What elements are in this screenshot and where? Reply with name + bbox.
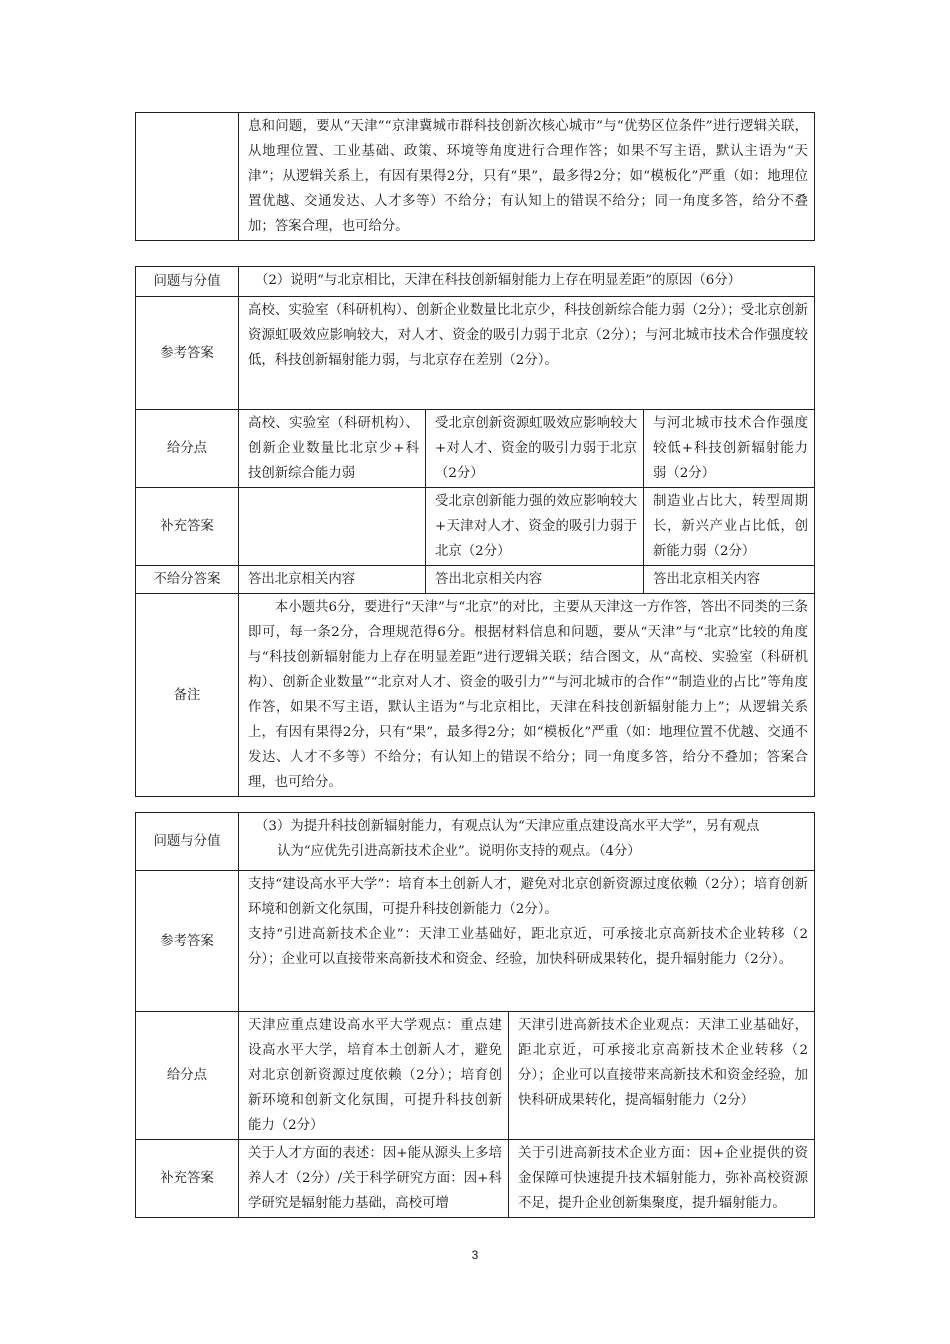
no-score-2: 答出北京相关内容 <box>426 566 644 594</box>
note-text: 本小题共6分，要进行“天津”与“北京”的对比，主要从天津这一方作答，答出不同类的三条即可，每一条2分，合理规范得6分。根据材料信息和问题，要从“天津”与“北京”比较的角度与“科技创新辐射能力上存在明显差距”进行逻辑关联；结合图文，从“高校、实验室（科研机构）、创新企业数量”“北京对人才、资金的吸引力”“与河北城市的合作”“制造业的占比”等角度作答，如果不写主语，默认主语为“与北京相比，天津在科技创新辐射能力上”；从逻辑关系上，有因有果得2分，只有“果”，最多得2分；如“模板化”严重（如：地理位置不优越、交通不发达、人才不多等）不给分；有认知上的错误不给分；同一角度多答，给分不叠加；答案合理，也可给分。 <box>239 594 815 797</box>
continued-label-cell <box>136 113 239 241</box>
no-score-1: 答出北京相关内容 <box>239 566 426 594</box>
continued-note-table <box>135 112 815 241</box>
question-text: （2）说明“与北京相比，天津在科技创新辐射能力上存在明显差距”的原因（6分） <box>239 267 815 297</box>
supplement-3: 制造业占比大，转型周期长，新兴产业占比低，创新能力弱（2分） <box>644 488 815 566</box>
note-label: 备注 <box>136 594 239 797</box>
scoring-point-2: 受北京创新资源虹吸效应影响较大+对人才、资金的吸引力弱于北京（2分） <box>426 410 644 488</box>
page-number: 3 <box>471 1248 479 1262</box>
scoring-point-3: 与河北城市技术合作强度较低+科技创新辐射能力弱（2分） <box>644 410 815 488</box>
question-2-table <box>135 266 815 797</box>
supplement-1 <box>239 488 426 566</box>
scoring-point-enterprise: 天津引进高新技术企业观点：天津工业基础好，距北京近，可承接北京高新技术企业转移（2分）；企业可以直接带来高新技术和资金经验，加快科研成果转化，提高辐射能力（2分） <box>509 1012 815 1140</box>
question-label: 问题与分值 <box>136 813 239 871</box>
question-label: 问题与分值 <box>136 267 239 297</box>
supplement-label: 补充答案 <box>136 488 239 566</box>
supplement-label: 补充答案 <box>136 1140 239 1218</box>
supplement-talent: 关于人才方面的表述：因+能从源头上多培养人才（2分）/关于科学研究方面：因+科学研究是辐射能力基础，高校可增 <box>239 1140 509 1218</box>
no-score-label: 不给分答案 <box>136 566 239 594</box>
answer-support-enterprise: 支持“引进高新技术企业”：天津工业基础好，距北京近，可承接北京高新技术企业转移（2分）；企业可以直接带来高新技术和资金、经验，加快科研成果转化，提升辐射能力（2分）。 <box>248 927 808 967</box>
question-3-table <box>135 812 815 1218</box>
points-label: 给分点 <box>136 1012 239 1140</box>
question-text <box>239 813 815 871</box>
answer-label: 参考答案 <box>136 297 239 410</box>
supplement-2: 受北京创新能力强的效应影响较大+天津对人才、资金的吸引力弱于北京（2分） <box>426 488 644 566</box>
scoring-point-university: 天津应重点建设高水平大学观点：重点建设高水平大学，培育本土创新人才，避免对北京创新资源过度依赖（2分）；培育创新环境和创新文化氛围，可提升科技创新能力（2分） <box>239 1012 509 1140</box>
question-line-2: 认为“应优先引进高新技术企业”。说明你支持的观点。（4分） <box>277 844 641 859</box>
continued-note-text: 息和问题，要从“天津”“京津冀城市群科技创新次核心城市”与“优势区位条件”进行逻辑关联，从地理位置、工业基础、政策、环境等角度进行合理作答；如果不写主语，默认主语为“天津”；从逻辑关系上，有因有果得2分，只有“果”，最多得2分；如“模板化”严重（如：地理位置优越、交通发达、人才多等）不给分；有认知上的错误不给分；同一角度多答，给分不叠加；答案合理，也可给分。 <box>239 113 815 241</box>
question-line-1: （3）为提升科技创新辐射能力，有观点认为“天津应重点建设高水平大学”，另有观点 <box>255 819 760 834</box>
reference-answer <box>239 871 815 1012</box>
reference-answer: 高校、实验室（科研机构）、创新企业数量比北京少，科技创新综合能力弱（2分）；受北京创新资源虹吸效应影响较大，对人才、资金的吸引力弱于北京（2分）；与河北城市技术合作强度较低，科技创新辐射能力弱，与北京存在差别（2分）。 <box>239 297 815 410</box>
no-score-3: 答出北京相关内容 <box>644 566 815 594</box>
answer-label: 参考答案 <box>136 871 239 1012</box>
answer-support-university: 支持“建设高水平大学”：培育本土创新人才，避免对北京创新资源过度依赖（2分）；培育创新环境和创新文化氛围，可提升科技创新能力（2分）。 <box>248 877 808 917</box>
points-label: 给分点 <box>136 410 239 488</box>
scoring-point-1: 高校、实验室（科研机构）、创新企业数量比北京少+科技创新综合能力弱 <box>239 410 426 488</box>
supplement-enterprise: 关于引进高新技术企业方面：因+企业提供的资金保障可快速提升技术辐射能力，弥补高校资源不足，提升企业创新集聚度，提升辐射能力。 <box>509 1140 815 1218</box>
